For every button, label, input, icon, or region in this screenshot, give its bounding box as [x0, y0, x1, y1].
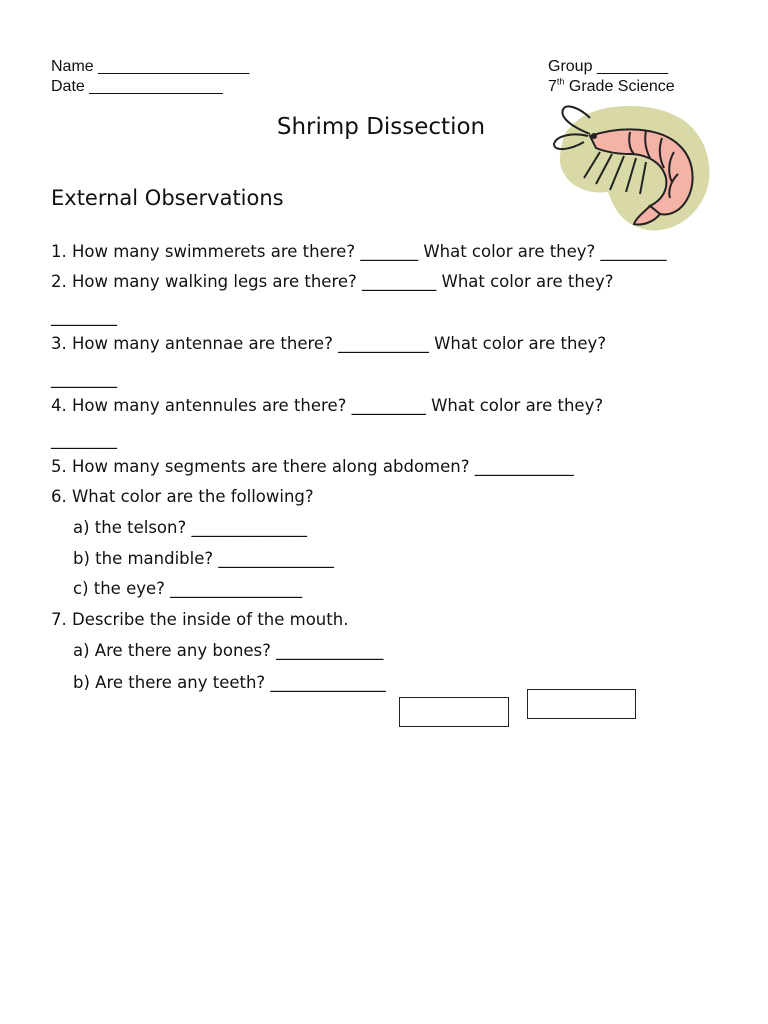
- question-1: 1. How many swimmerets are there? _______ What color are they? ________: [51, 242, 667, 261]
- answer-box-left: [399, 697, 509, 727]
- question-2: 2. How many walking legs are there? _________ What color are they?: [51, 272, 614, 291]
- question-6b: b) the mandible? ______________: [73, 549, 334, 568]
- question-3-blank: ________: [51, 369, 117, 388]
- question-4-blank: ________: [51, 430, 117, 449]
- question-7: 7. Describe the inside of the mouth.: [51, 610, 349, 629]
- question-7a: a) Are there any bones? _____________: [73, 641, 384, 660]
- answer-box-right: [527, 689, 636, 719]
- question-7b: b) Are there any teeth? ______________: [73, 673, 386, 692]
- question-3: 3. How many antennae are there? ___________ What color are they?: [51, 334, 607, 353]
- section-heading: External Observations: [51, 186, 284, 210]
- question-6a: a) the telson? ______________: [73, 518, 307, 537]
- grade-superscript: th: [556, 76, 565, 87]
- shrimp-icon: [550, 96, 716, 234]
- page-title: Shrimp Dissection: [276, 114, 486, 140]
- question-4: 4. How many antennules are there? _________ What color are they?: [51, 396, 604, 415]
- group-field: Group ________: [548, 58, 669, 75]
- question-2-blank: ________: [51, 307, 117, 326]
- grade-number: 7: [548, 78, 557, 95]
- question-6c: c) the eye? ________________: [73, 579, 303, 598]
- question-5: 5. How many segments are there along abdomen? ____________: [51, 457, 574, 476]
- name-field: Name _________________: [51, 58, 250, 75]
- grade-label: [548, 77, 675, 97]
- date-field: Date _______________: [51, 78, 223, 95]
- question-6: 6. What color are the following?: [51, 487, 314, 506]
- grade-text: Grade Science: [564, 78, 675, 95]
